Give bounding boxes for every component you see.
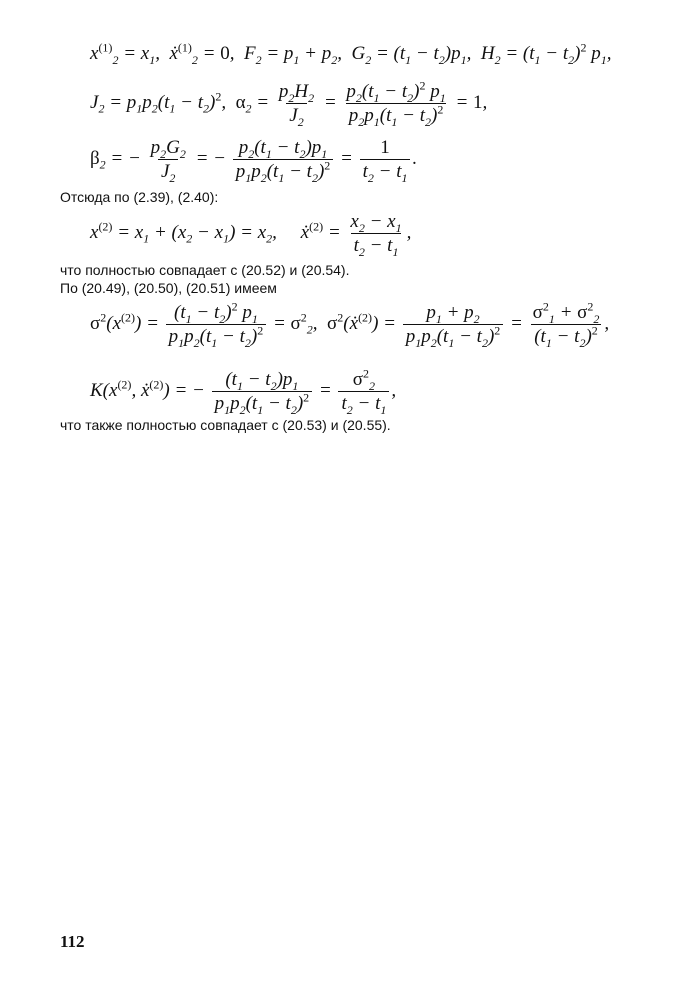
equation-line-4: $x^{(2)} = x_1 + (x_2 - x_1) = x_2$, ẋ$^{(2)}$ = $\frac{x_2 - x_1}{t_2 - t_1}$ , [90,211,412,259]
text-coincide-1: что полностью совпадает с (20.52) и (20.54). [60,262,350,278]
equation-line-5: $\sigma^2(x^{(2)})$ = $\frac{(t_1 - t_2)^2 p_1}{p_1p_2(t_1 - t_2)^2}$ = $\sigma^2_2$, $\sigma^2(ẋ^{(2)})$ = $\frac{p_1 + p_2}{p_1p_2(t_1 - t_2)^2}$ = $\frac{\sigma^2_1 + \sigma^2_2}{(t_1 - t_2)^2}$ , [90,299,610,350]
page-number: 112 [60,932,85,951]
text-coincide-2: что также полностью совпадает с (20.53) и (20.55). [60,417,391,433]
equation-line-1: $x^{(1)}_2 = x_1$, ẋ$^{(1)}_2$ = 0, $F_2 = p_1 + p_2$, $G_2 = (t_1 - t_2)p_1$, $H_2 = (t_1 - t_2)^2$ $p_1$, [90,40,612,67]
equation-line-6: $K(x^{(2)}$, ẋ$^{(2)}$) = − $\frac{(t_1 - t_2)p_1}{p_1p_2(t_1 - t_2)^2}$ = $\frac{\sigma^2_2}{t_2 - t_1}$ , [90,366,397,417]
text-otsyuda: Отсюда по (2.39), (2.40): [60,189,219,205]
text-po: По (20.49), (20.50), (20.51) имеем [60,280,277,296]
equation-line-3: $\beta_2$ = − $\frac{p_2G_2}{J_2}$ = − $\frac{p_2(t_1 - t_2)p_1}{p_1p_2(t_1 - t_2)^2}$ = $\frac{1}{t_2 - t_1}$ . [90,137,418,185]
equation-line-2: $J_2 = p_1p_2(t_1 - t_2)^2$, $\alpha_2$ = $\frac{p_2H_2}{J_2}$ = $\frac{p_2(t_1 - t_2)^2 p_1}{p_2p_1(t_1 - t_2)^2}$ = 1, [90,78,488,129]
